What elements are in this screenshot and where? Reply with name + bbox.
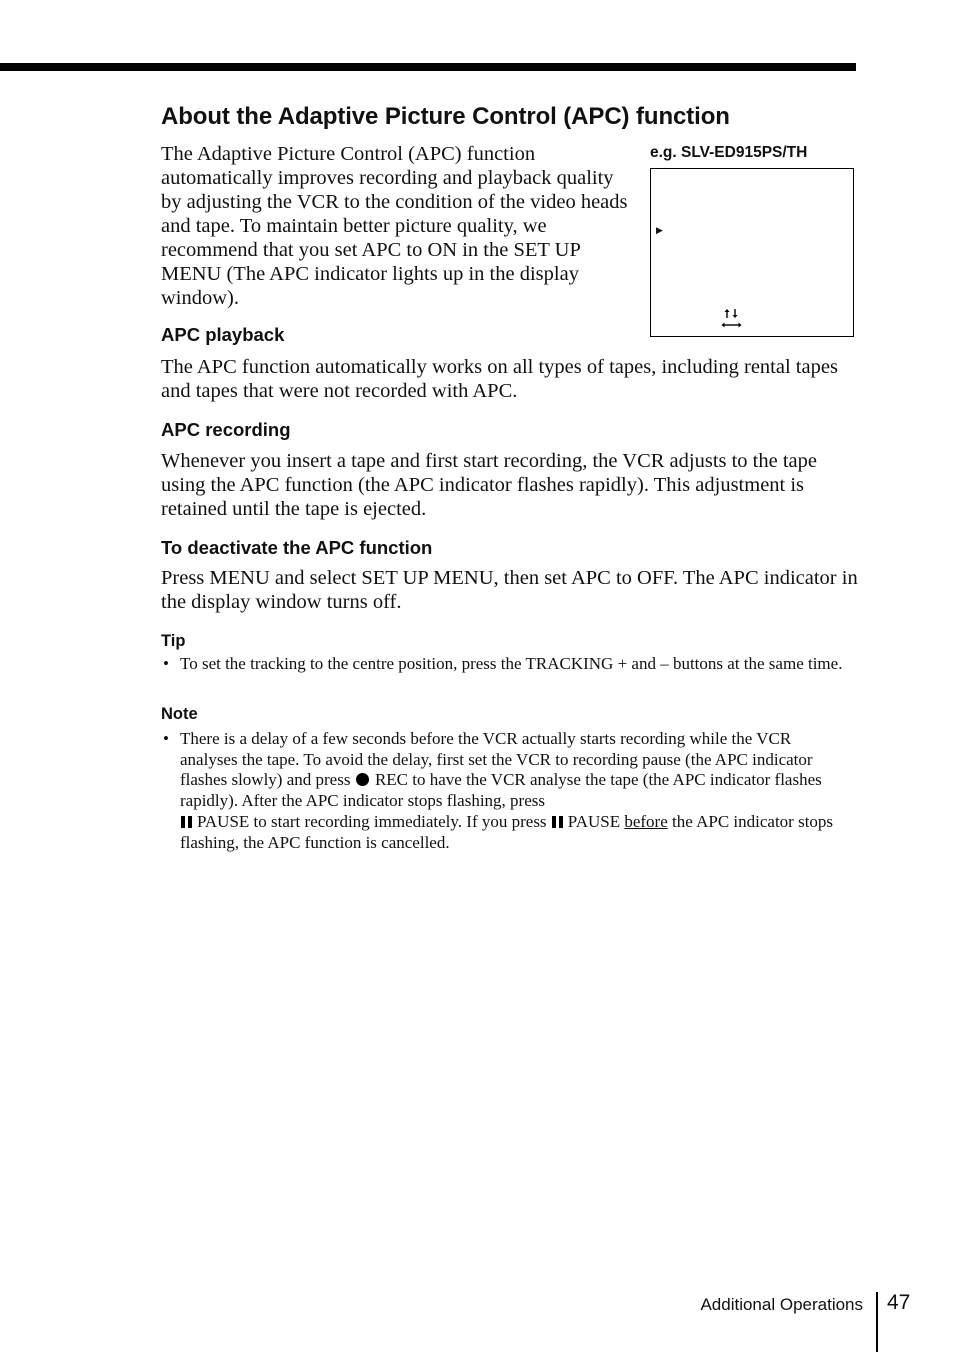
top-rule (0, 63, 856, 71)
page-title: About the Adaptive Picture Control (APC) function (161, 103, 730, 130)
page-number: 47 (887, 1291, 911, 1314)
intro-paragraph: The Adaptive Picture Control (APC) function automatically improves recording and playback quality by adjusting the VCR to the condition of the video heads and tape. To maintain better picture quality, we recommend that you set APC to ON in the SET UP MENU (The APC indicator lights up in the display window). (161, 143, 628, 309)
footer-section-label: Additional Operations (700, 1295, 863, 1314)
note-item (161, 729, 851, 853)
tip-text: To set the tracking to the centre position, press the TRACKING + and – buttons at the same time. (180, 654, 843, 673)
apc-recording-heading: APC recording (161, 419, 291, 440)
bullet-mark: • (163, 654, 169, 673)
note-text-3: PAUSE to start recording immediately. If you press (197, 811, 547, 831)
apc-playback-heading: APC playback (161, 324, 285, 345)
play-indicator-icon: ▶ (656, 225, 663, 235)
apc-playback-text: The APC function automatically works on all types of tapes, including rental tapes and tapes that were not recorded with APC. (161, 356, 838, 402)
note-text-5: the APC indicator stops flashing, the APC function is cancelled. (180, 811, 834, 852)
deactivate-heading: To deactivate the APC function (161, 537, 433, 558)
note-text-4: PAUSE (567, 811, 621, 831)
pause-icon (181, 816, 192, 828)
note-text-2: REC to have the VCR analyse the tape (the APC indicator flashes rapidly). After the APC indicator stops flashing, press (180, 770, 822, 811)
figure-caption: e.g. SLV-ED915PS/TH (650, 144, 808, 161)
note-underlined-word: before (624, 811, 668, 831)
apc-recording-text: Whenever you insert a tape and first start recording, the VCR adjusts to the tape using the APC function (the APC indicator flashes rapidly). This adjustment is retained until the tape is ejected. (161, 450, 817, 520)
apc-indicator-icon (721, 308, 745, 332)
bullet-mark: • (163, 729, 169, 748)
record-dot-icon (356, 773, 369, 786)
deactivate-text: Press MENU and select SET UP MENU, then set APC to OFF. The APC indicator in the display window turns off. (161, 567, 858, 613)
tip-item (161, 654, 851, 675)
note-heading: Note (161, 705, 198, 723)
display-window-figure (650, 168, 854, 337)
tip-heading: Tip (161, 632, 186, 650)
pause-icon (552, 816, 563, 828)
note-text-1: There is a delay of a few seconds before the VCR actually starts recording while the VCR analyses the tape. To avoid the delay, first set the VCR to recording pause (the APC indicator flashes slowly) and press (180, 729, 813, 790)
footer-divider (876, 1292, 878, 1352)
